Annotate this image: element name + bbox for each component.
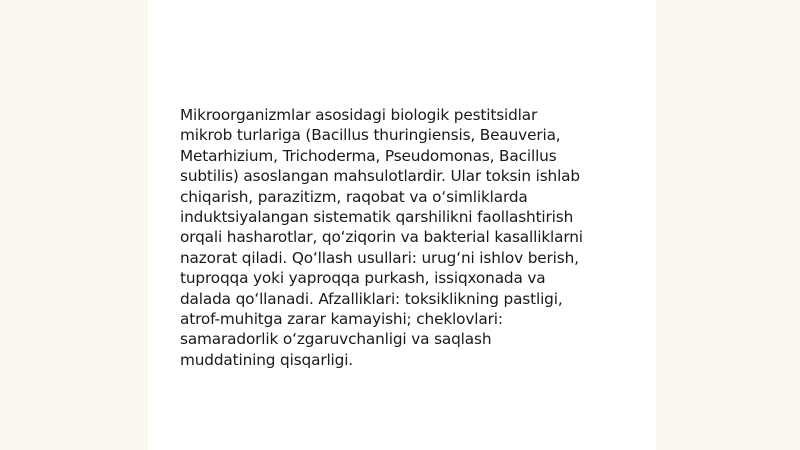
paragraph-line: samaradorlik oʻzgaruvchanligi va saqlash bbox=[180, 330, 492, 349]
slide-paragraph bbox=[180, 105, 642, 370]
paragraph-line: chiqarish, parazitizm, raqobat va oʻsimliklarda bbox=[180, 187, 528, 206]
paragraph-line: muddatining qisqarligi. bbox=[180, 350, 354, 369]
paragraph-line: atrof-muhitga zarar kamayishi; cheklovlari: bbox=[180, 310, 503, 329]
paragraph-line: orqali hasharotlar, qoʻziqorin va bakterial kasalliklarni bbox=[180, 228, 583, 247]
paragraph-line: mikrob turlariga (Bacillus thuringiensis, Beauveria, bbox=[180, 126, 561, 145]
slide-card bbox=[148, 0, 656, 450]
paragraph-line: subtilis) asoslangan mahsulotlardir. Ular toksin ishlab bbox=[180, 167, 580, 186]
paragraph-line: Metarhizium, Trichoderma, Pseudomonas, Bacillus bbox=[180, 146, 557, 165]
paragraph-line: nazorat qiladi. Qoʻllash usullari: urugʻni ishlov berish, bbox=[180, 248, 579, 267]
paragraph-line: Mikroorganizmlar asosidagi biologik pestitsidlar bbox=[180, 106, 538, 124]
paragraph-line: tuproqqa yoki yaproqqa purkash, issiqxonada va bbox=[180, 269, 546, 288]
paragraph-line: induktsiyalangan sistematik qarshilikni faollashtirish bbox=[180, 208, 574, 227]
paragraph-line: dalada qoʻllanadi. Afzalliklari: toksiklikning pastligi, bbox=[180, 289, 563, 308]
